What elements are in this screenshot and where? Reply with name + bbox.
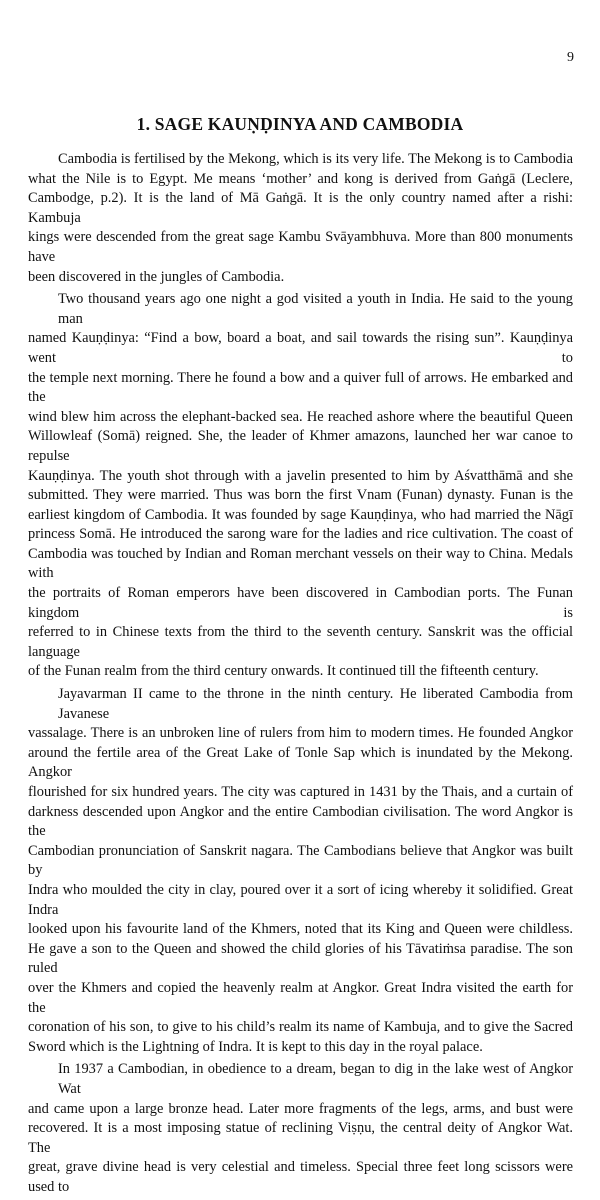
text-line: Indra who moulded the city in clay, poured over it a sort of icing whereby it solidified. Great Indra: [28, 881, 573, 918]
text-line: Sword which is the Lightning of Indra. It is kept to this day in the royal palace.: [28, 1038, 483, 1055]
text-line: earliest kingdom of Cambodia. It was founded by sage Kauṇḍinya, who had married the Nāgī: [28, 506, 573, 523]
text-line: and came upon a large bronze head. Later more fragments of the legs, arms, and bust were: [28, 1100, 573, 1117]
body-text: [28, 150, 573, 1200]
text-line: great, grave divine head is very celestial and timeless. Special three feet long scissors were used to: [28, 1159, 573, 1195]
text-line: Cambodia was touched by Indian and Roman merchant vessels on their way to China. Medals with: [28, 545, 573, 582]
text-line: Cambodian pronunciation of Sanskrit nagara. The Cambodians believe that Angkor was built by: [28, 842, 573, 879]
paragraph: [28, 150, 573, 287]
text-line: Kauṇḍinya. The youth shot through with a javelin presented to him by Aśvatthāmā and she: [28, 467, 573, 484]
text-line: vassalage. There is an unbroken line of rulers from him to modern times. He founded Angkor: [28, 725, 573, 742]
text-line: over the Khmers and copied the heavenly realm at Angkor. Great Indra visited the earth for the: [28, 979, 573, 1016]
text-line: looked upon his favourite land of the Khmers, noted that its King and Queen were childless.: [28, 921, 573, 938]
text-line: named Kauṇḍinya: “Find a bow, board a boat, and sail towards the rising sun”. Kauṇḍinya went to: [28, 330, 573, 366]
text-line: Jayavarman II came to the throne in the ninth century. He liberated Cambodia from Javanese: [58, 686, 573, 722]
paragraph: [28, 290, 573, 682]
chapter-title: 1. SAGE KAUṆḌINYA AND CAMBODIA: [136, 114, 464, 134]
text-line: the portraits of Roman emperors have been discovered in Cambodian ports. The Funan kingdom is: [28, 585, 573, 621]
text-line: coronation of his son, to give to his child’s realm its name of Kambuja, and to give the Sacred: [28, 1019, 573, 1036]
text-line: recovered. It is a most imposing statue of reclining Viṣṇu, the central deity of Angkor Wat. The: [28, 1120, 573, 1156]
text-line: of the Funan realm from the third century onwards. It continued till the fifteenth century.: [28, 663, 539, 680]
text-line: In 1937 a Cambodian, in obedience to a dream, began to dig in the lake west of Angkor Wat: [58, 1061, 573, 1097]
text-line: Two thousand years ago one night a god visited a youth in India. He said to the young man: [58, 291, 573, 327]
text-line: referred to in Chinese texts from the third to the seventh century. Sanskrit was the official language: [28, 624, 573, 660]
text-line: Cambodge, p.2). It is the land of Mā Gaṅgā. It is the only country named after a rishi: Kambuja: [28, 190, 573, 226]
text-line: around the fertile area of the Great Lake of Tonle Sap which is inundated by the Mekong. Angkor: [28, 744, 573, 781]
text-line: submitted. They were married. Thus was born the first Vnam (Funan) dynasty. Funan is the: [28, 487, 573, 504]
text-line: wind blew him across the elephant-backed sea. He reached ashore where the beautiful Queen: [28, 408, 573, 425]
text-line: darkness descended upon Angkor and the entire Cambodian civilisation. The word Angkor is the: [28, 803, 573, 840]
text-line: kings were descended from the great sage Kambu Svāyambhuva. More than 800 monuments have: [28, 229, 573, 265]
paragraph: [28, 685, 573, 1057]
page-number: 9: [567, 50, 574, 65]
text-line: flourished for six hundred years. The city was captured in 1431 by the Thais, and a curtain of: [28, 784, 573, 800]
text-line: what the Nile is to Egypt. Me means ‘mother’ and kong is derived from Gaṅgā (Leclere,: [28, 170, 573, 187]
text-line: Willowleaf (Somā) reigned. She, the leader of Khmer amazons, launched her war canoe to repulse: [28, 428, 573, 464]
text-line: the temple next morning. There he found a bow and a quiver full of arrows. He embarked and the: [28, 369, 573, 406]
text-line: princess Somā. He introduced the sarong ware for the ladies and rice cultivation. The coast of: [28, 526, 573, 543]
text-line: He gave a son to the Queen and showed the child glories of his Tāvatiṁsa paradise. The son ruled: [28, 940, 573, 977]
text-line: been discovered in the jungles of Cambodia.: [28, 268, 285, 285]
text-line: Cambodia is fertilised by the Mekong, which is its very life. The Mekong is to Cambodia: [58, 151, 573, 167]
paragraph: [28, 1060, 573, 1197]
